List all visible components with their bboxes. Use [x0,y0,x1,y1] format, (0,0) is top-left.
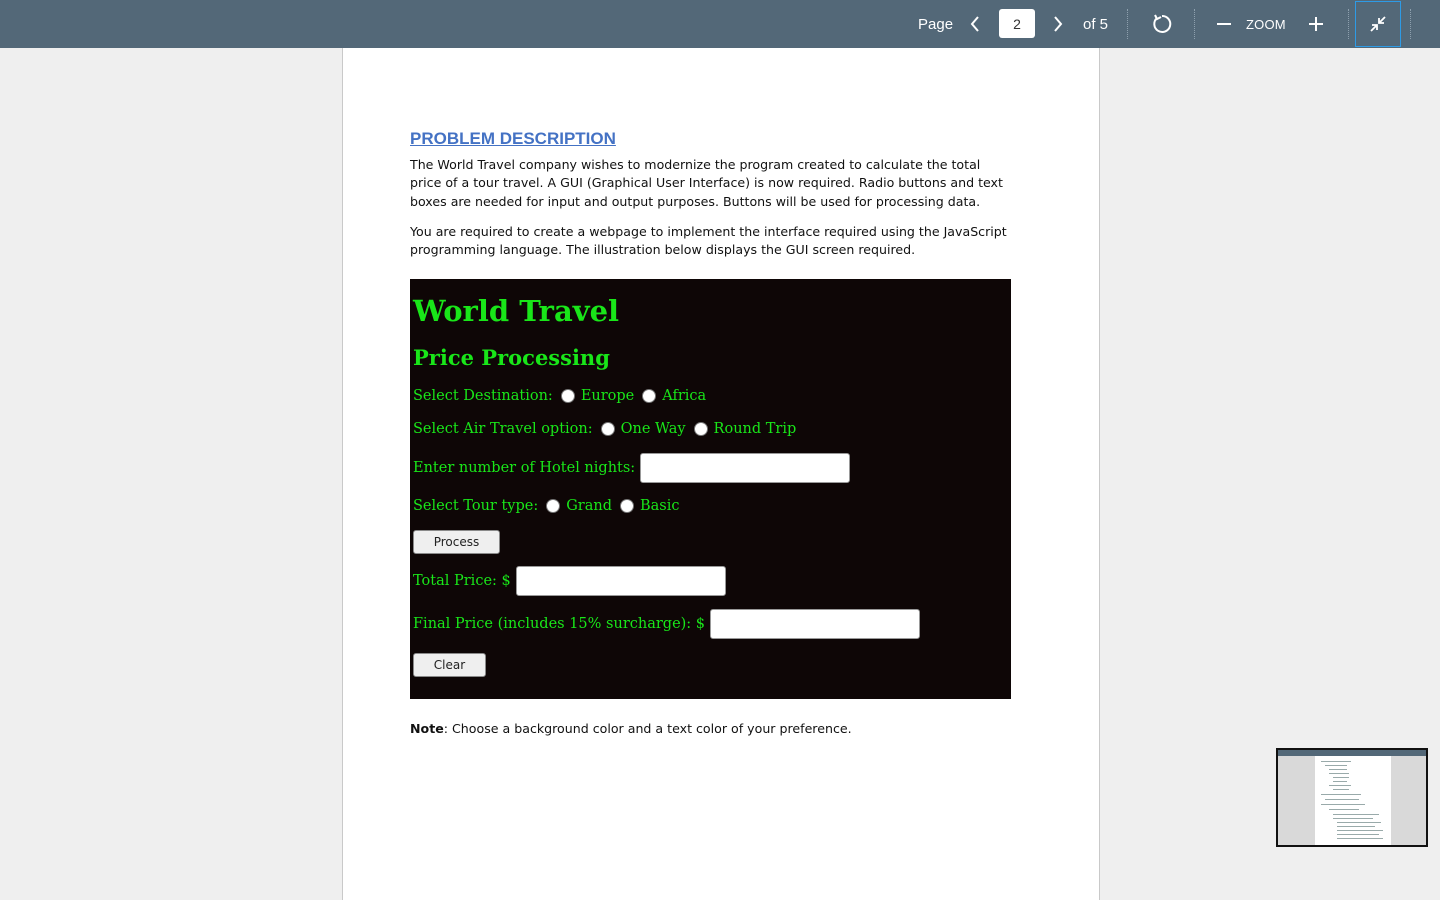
note-text: : Choose a background color and a text color of your preference. [443,721,852,736]
thumbnail-line [1325,765,1347,766]
page-count-label: of 5 [1083,15,1109,33]
zoom-label: ZOOM [1246,16,1286,32]
toolbar-divider [1410,9,1411,39]
hotel-nights-row [413,453,850,483]
thumbnail-line [1321,761,1351,762]
thumbnail-line [1329,769,1347,770]
total-price-row [413,566,726,596]
toolbar-divider [1194,9,1195,39]
final-price-row [413,609,920,639]
thumbnail-line [1333,789,1349,790]
chevron-right-icon [1052,15,1064,33]
thumbnail-line [1337,838,1383,839]
zoom-in-button[interactable] [1303,10,1329,38]
thumbnail-page [1315,756,1391,847]
exit-fullscreen-button[interactable] [1355,1,1401,47]
clear-row [413,653,486,677]
thumbnail-line [1333,818,1373,819]
thumbnail-line [1337,834,1379,835]
hotel-nights-label: Enter number of Hotel nights: [413,460,636,476]
tour-option-grand: Grand [566,498,612,514]
destination-label: Select Destination: [413,388,553,404]
hotel-nights-input[interactable] [640,453,850,483]
note-paragraph [410,721,852,736]
destination-option-europe: Europe [580,388,635,404]
thumbnail-line [1337,830,1383,831]
document-page [342,48,1100,900]
radio-basic[interactable] [620,499,634,513]
destination-option-africa: Africa [662,388,707,404]
thumbnail-line [1337,826,1375,827]
air-option-one-way: One Way [620,421,686,437]
thumbnail-line [1329,773,1349,774]
zoom-out-button[interactable] [1212,10,1236,38]
radio-africa[interactable] [642,389,656,403]
minus-icon [1216,16,1232,32]
radio-one-way[interactable] [601,422,615,436]
process-row [413,530,500,554]
radio-grand[interactable] [546,499,560,513]
description-paragraph-2: You are required to create a webpage to implement the interface required using the JavaScript programming language. The illustration below displays the GUI screen required. [410,224,1007,258]
tour-type-row [413,498,680,514]
destination-row [413,388,706,404]
thumbnail-line [1321,804,1365,805]
toolbar-divider [1348,9,1349,39]
thumbnail-line [1329,809,1359,810]
note-label: Note [410,721,444,736]
thumbnail-line [1325,799,1359,800]
thumbnail-line [1321,794,1361,795]
radio-europe[interactable] [561,389,575,403]
viewer-toolbar [0,0,1440,48]
page-thumbnail-navigator[interactable] [1276,748,1428,847]
plus-icon [1308,16,1324,32]
previous-page-button[interactable] [962,10,988,38]
page-label: Page [918,15,954,33]
gui-illustration [410,279,1011,699]
final-price-label: Final Price (includes 15% surcharge): $ [413,616,706,632]
rotate-icon [1151,13,1173,35]
process-button[interactable]: Process [413,530,500,554]
next-page-button[interactable] [1045,10,1071,38]
thumbnail-line [1329,785,1351,786]
air-travel-row [413,421,796,437]
rotate-button[interactable] [1148,10,1176,38]
air-travel-label: Select Air Travel option: [413,421,593,437]
air-option-round-trip: Round Trip [713,421,797,437]
final-price-output[interactable] [710,609,920,639]
thumbnail-line [1333,777,1349,778]
thumbnail-line [1337,822,1381,823]
gui-title: World Travel [413,294,620,328]
problem-description-heading: PROBLEM DESCRIPTION [410,129,616,148]
tour-option-basic: Basic [640,498,680,514]
total-price-label: Total Price: $ [413,573,511,589]
total-price-output[interactable] [516,566,726,596]
chevron-left-icon [969,15,981,33]
toolbar-divider [1127,9,1128,39]
page-number-input[interactable] [999,9,1035,38]
collapse-icon [1369,15,1387,33]
thumbnail-line [1333,781,1347,782]
clear-button[interactable]: Clear [413,653,486,677]
gui-subtitle: Price Processing [413,345,610,370]
tour-type-label: Select Tour type: [413,498,539,514]
thumbnail-line [1333,814,1379,815]
description-paragraph-1: The World Travel company wishes to modernize the program created to calculate the total price of a tour travel. A GUI (Graphical User Interface) is now required. Radio buttons and text boxes are needed for input and output purposes. Buttons will be used for processing data. [410,157,1003,209]
radio-round-trip[interactable] [694,422,708,436]
